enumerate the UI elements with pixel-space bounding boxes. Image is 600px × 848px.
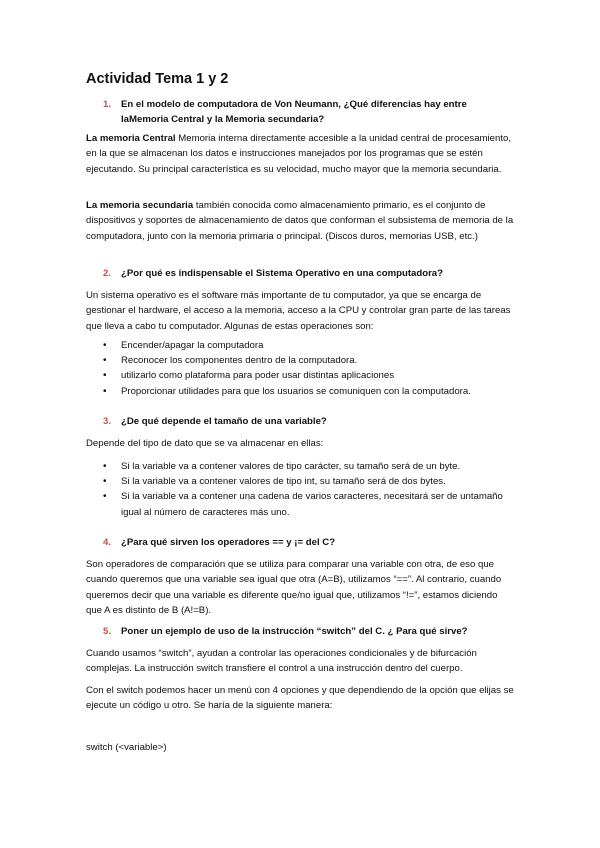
list-item: • Proporcionar utilidades para que los usuarios se comuniquen con la computadora. bbox=[103, 384, 513, 399]
list-item: • Encender/apagar la computadora bbox=[103, 338, 513, 353]
question-text: ¿De qué depende el tamaño de una variable? bbox=[121, 416, 327, 427]
question-number: 2. bbox=[103, 268, 112, 279]
list-item: • utilizarlo como plataforma para poder usar distintas aplicaciones bbox=[103, 368, 513, 383]
list-item: • Si la variable va a contener una cadena de varios caracteres, necesitará ser de untamaño igual al número de caracteres más uno. bbox=[103, 489, 513, 519]
question-text-continued: laMemoria Central y la Memoria secundaria? bbox=[121, 114, 325, 125]
bold-term: La memoria secundaria bbox=[86, 200, 194, 211]
list-item: • Reconocer los componentes dentro de la computadora. bbox=[103, 353, 513, 368]
question-number: 3. bbox=[103, 416, 112, 427]
paragraph-memoria-central bbox=[86, 131, 516, 177]
paragraph-switch-menu: Con el switch podemos hacer un menú con 4 opciones y que dependiendo de la opción que elijas se ejecute un código u otro. Se haría de la siguiente manera: bbox=[86, 685, 514, 712]
bullet-list-tipos bbox=[103, 459, 513, 520]
question-text: En el modelo de computadora de Von Neumann, ¿Qué diferencias hay entre bbox=[121, 99, 467, 110]
question-number: 1. bbox=[103, 99, 112, 110]
page-title: Actividad Tema 1 y 2 bbox=[86, 71, 229, 87]
list-item: • Si la variable va a contener valores de tipo carácter, su tamaño será de un byte. bbox=[103, 459, 513, 474]
paragraph-sistema-operativo: Un sistema operativo es el software más importante de tu computador, ya que se encarga de gestionar el hardware, el acceso a la memoria, acceso a la CPU y controlar gran parte de las tareas que lleva a cabo tu computador. Algunas de estas operaciones son: bbox=[86, 290, 511, 332]
paragraph-switch-uso: Cuando usamos “switch”, ayudan a controlar las operaciones condicionales y de bifurcación complejas. La instrucción switch transfiere el control a una instrucción dentro del cuerpo. bbox=[86, 648, 477, 675]
code-line: switch (<variable>) bbox=[86, 742, 167, 753]
list-item: • Si la variable va a contener valores de tipo int, su tamaño será de dos bytes. bbox=[103, 474, 513, 489]
question-2 bbox=[103, 266, 523, 281]
question-number: 4. bbox=[103, 537, 112, 548]
bullet-list-operaciones bbox=[103, 338, 513, 399]
paragraph-memoria-secundaria bbox=[86, 198, 516, 244]
paragraph-operadores: Son operadores de comparación que se utiliza para comparar una variable con otra, de eso que cuando queremos que una variable sea igual que otra (A=B), utilizamos “==”. Al contrario, cuando queremos decir que una variable es diferente que/no igual que, utilizamos “!=”, estamos diciendo que A es distinto de B (A!=B). bbox=[86, 559, 502, 617]
question-text: Poner un ejemplo de uso de la instrucción “switch” del C. ¿ Para qué sirve? bbox=[121, 626, 468, 637]
question-5 bbox=[103, 624, 523, 639]
question-1 bbox=[103, 97, 523, 127]
question-text: ¿Para qué sirven los operadores == y ¡= del C? bbox=[121, 537, 336, 548]
question-4 bbox=[103, 535, 523, 550]
question-text: ¿Por qué es indispensable el Sistema Operativo en una computadora? bbox=[121, 268, 444, 279]
question-3 bbox=[103, 414, 523, 429]
paragraph-text: Memoria interna directamente accesible a la unidad central de procesamiento, en la que se almacenan los datos e instrucciones manejados por los programas que se estén ejecutando. Su principal característica es su velocidad, mucho mayor que la memoria secundaria. bbox=[86, 133, 512, 175]
paragraph-text: también conocida como almacenamiento primario, es el conjunto de dispositivos y soportes de almacenamiento de datos que conforman el subsistema de memoria de la computadora, junto con la memoria primaria o principal. (Discos duros, memorias USB, etc.) bbox=[86, 200, 514, 242]
bold-term: La memoria Central bbox=[86, 133, 176, 144]
paragraph-tamano-variable: Depende del tipo de dato que se va almacenar en ellas: bbox=[86, 438, 324, 449]
question-number: 5. bbox=[103, 626, 112, 637]
